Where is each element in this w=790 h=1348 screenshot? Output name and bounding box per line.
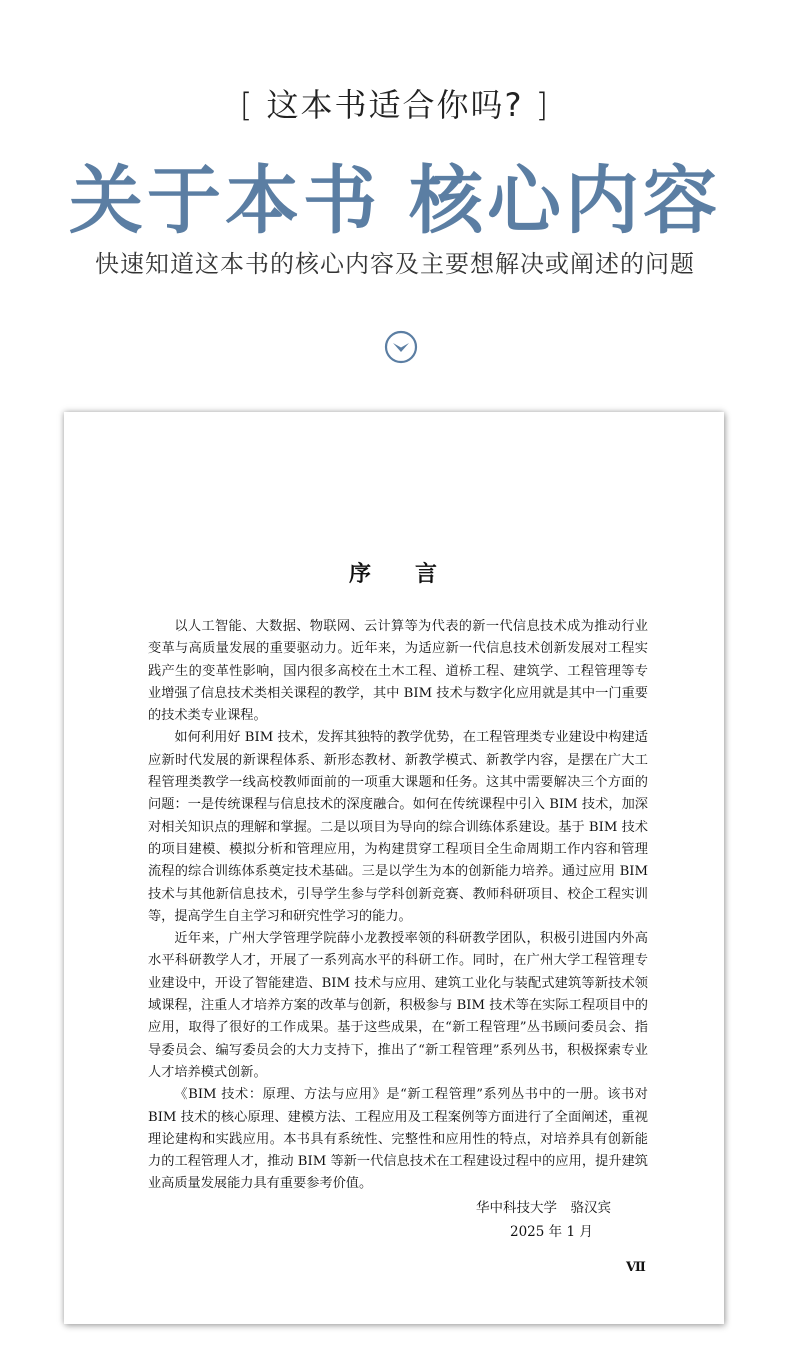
book-page bbox=[64, 412, 724, 1324]
preface-title bbox=[64, 557, 724, 588]
preface-title-char1: 序 bbox=[348, 561, 373, 587]
chevron-down-circle-icon bbox=[384, 330, 418, 364]
bracket-left: [ bbox=[239, 86, 255, 124]
preface-paragraph-1: 以人工智能、大数据、物联网、云计算等为代表的新一代信息技术成为推动行业变革与高质量发展的重要驱动力。近年来，为适应新一代信息技术创新发展对工程实践产生的变革性影响，国内很多高校在土木工程、道桥工程、建筑学、工程管理等专业增强了信息技术类相关课程的教学，其中 BIM 技术与数字化应用就是其中一门重要的技术类专业课程。 bbox=[148, 619, 648, 724]
preface-signature: 华中科技大学 骆汉宾 bbox=[476, 1200, 611, 1216]
preface-date: 2025 年 1 月 bbox=[510, 1224, 593, 1240]
bracket-right: ] bbox=[535, 86, 551, 124]
main-title-part2: 核心内容 bbox=[409, 158, 721, 244]
preface-paragraph-2: 如何利用好 BIM 技术，发挥其独特的教学优势，在工程管理类专业建设中构建适应新时代发展的新课程体系、新形态教材、新教学模式、新教学内容，是摆在广大工程管理类教学一线高校教师面前的一项重大课题和任务。这其中需要解决三个方面的问题：一是传统课程与信息技术的深度融合。如何在传统课程中引入 BIM 技术，加深对相关知识点的理解和掌握。二是以项目为导向的综合训练体系建设。基于 BIM 技术的项目建模、模拟分析和管理应用，为构建贯穿工程项目全生命周期工作内容和管理流程的综合训练体系奠定技术基础。三是以学生为本的创新能力培养。通过应用 BIM 技术与其他新信息技术，引导学生参与学科创新竞赛、教师科研项目、校企工程实训等，提高学生自主学习和研究性学习的能力。 bbox=[148, 730, 648, 924]
preface-paragraph-4: 《BIM 技术：原理、方法与应用》是“新工程管理”系列丛书中的一册。该书对 BIM 技术的核心原理、建模方法、工程应用及工程案例等方面进行了全面阐述，重视理论建构和实践应用。本书具有系统性、完整性和应用性的特点，对培养具有创新能力的工程管理人才，推动 BIM 等新一代信息技术在工程建设过程中的应用，提升建筑业高质量发展能力具有重要参考价值。 bbox=[148, 1087, 648, 1192]
promo-header bbox=[0, 0, 790, 400]
tagline bbox=[0, 80, 790, 126]
preface-title-char2: 言 bbox=[415, 561, 440, 587]
main-title bbox=[0, 142, 790, 248]
page-number: Ⅶ bbox=[626, 1260, 646, 1275]
main-title-part1: 关于本书 bbox=[69, 158, 381, 244]
preface-paragraph-3: 近年来，广州大学管理学院薛小龙教授率领的科研教学团队，积极引进国内外高水平科研教学人才，开展了一系列高水平的科研工作。同时，在广州大学工程管理专业建设中，开设了智能建造、BIM 技术与应用、建筑工业化与装配式建筑等新技术领域课程，注重人才培养方案的改革与创新，积极参与 BIM 技术等在实际工程项目中的应用，取得了很好的工作成果。基于这些成果，在“新工程管理”丛书顾问委员会、指导委员会、编写委员会的大力支持下，推出了“新工程管理”系列丛书，积极探索专业人才培养模式创新。 bbox=[148, 931, 648, 1080]
tagline-text: 这本书适合你吗? bbox=[266, 86, 524, 124]
subtitle: 快速知道这本书的核心内容及主要想解决或阐述的问题 bbox=[95, 250, 695, 278]
preface-body bbox=[148, 616, 648, 1196]
